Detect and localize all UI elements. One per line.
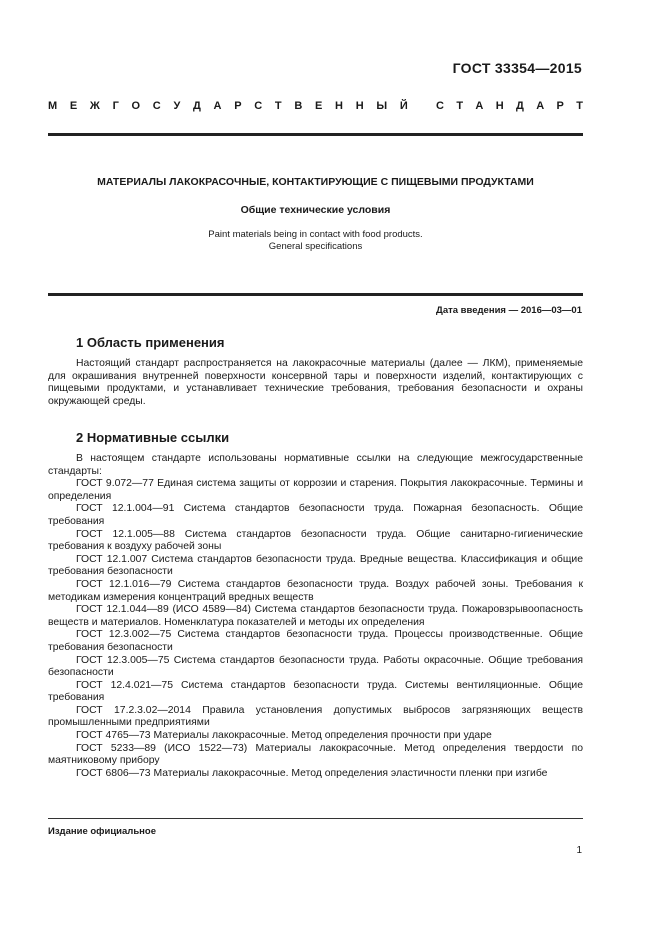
reference-item: ГОСТ 12.1.007 Система стандартов безопасности труда. Вредные вещества. Классификация и общие требования безопасности (48, 553, 583, 578)
reference-item: ГОСТ 12.3.005—75 Система стандартов безопасности труда. Работы окрасочные. Общие требования безопасности (48, 654, 583, 679)
title-divider (48, 293, 583, 296)
banner-letter: Т (576, 100, 583, 112)
gost-number: ГОСТ 33354—2015 (452, 60, 582, 76)
banner-letter: С (254, 100, 263, 112)
english-title-line: General specifications (268, 241, 363, 252)
introduction-date: Дата введения — 2016—03—01 (436, 305, 582, 316)
banner-word-standard (436, 100, 583, 112)
section-heading-scope: 1 Область применения (76, 335, 225, 350)
page-number: 1 (576, 845, 582, 856)
banner-letter: Т (274, 100, 282, 112)
banner-letter: А (213, 100, 222, 112)
banner-letter: Т (456, 100, 464, 112)
interstate-standard-banner (48, 100, 583, 112)
footer-divider (48, 818, 583, 819)
reference-item: ГОСТ 6806—73 Материалы лакокрасочные. Метод определения эластичности пленки при изгибе (76, 767, 548, 779)
banner-letter: Д (193, 100, 201, 112)
banner-letter: У (173, 100, 181, 112)
banner-letter: Р (556, 100, 564, 112)
banner-letter: Р (234, 100, 242, 112)
banner-letter: Д (516, 100, 524, 112)
banner-letter: Г (112, 100, 119, 112)
english-title-line: Paint materials being in contact with food products. (208, 229, 423, 240)
reference-item: ГОСТ 12.4.021—75 Система стандартов безопасности труда. Системы вентиляционные. Общие требования (48, 679, 583, 704)
reference-item: ГОСТ 12.1.004—91 Система стандартов безопасности труда. Пожарная безопасность. Общие требования (48, 503, 583, 527)
document-subtitle: Общие технические условия (240, 204, 391, 216)
banner-letter: М (48, 100, 58, 112)
banner-letter: Е (315, 100, 323, 112)
reference-item: ГОСТ 12.1.016—79 Система стандартов безопасности труда. Воздух рабочей зоны. Требования к методикам измерения концентраций вредных веществ (48, 578, 583, 603)
references-intro: В настоящем стандарте использованы нормативные ссылки на следующие межгосударственные стандарты: (48, 453, 583, 477)
banner-letter: Н (495, 100, 504, 112)
banner-letter: Н (355, 100, 364, 112)
banner-letter: Е (69, 100, 78, 112)
banner-letter: В (294, 100, 303, 112)
header-divider (48, 133, 583, 136)
official-edition-label: Издание официальное (48, 826, 156, 837)
banner-letter: Н (335, 100, 343, 112)
document-title: МАТЕРИАЛЫ ЛАКОКРАСОЧНЫЕ, КОНТАКТИРУЮЩИЕ С ПИЩЕВЫМИ ПРОДУКТАМИ (97, 176, 534, 188)
english-title (48, 229, 583, 253)
reference-item: ГОСТ 12.1.005—88 Система стандартов безопасности труда. Общие санитарно-гигиенические требования к воздуху рабочей зоны (48, 528, 583, 553)
reference-item: ГОСТ 17.2.3.02—2014 Правила установления допустимых выбросов загрязняющих веществ промышленными предприятиями (48, 704, 583, 729)
banner-word-interstate (48, 100, 408, 112)
reference-item: ГОСТ 4765—73 Материалы лакокрасочные. Метод определения прочности при ударе (76, 730, 492, 742)
reference-item: ГОСТ 12.3.002—75 Система стандартов безопасности труда. Процессы производственные. Общие требования безопасности (48, 629, 583, 653)
banner-letter: Й (399, 100, 408, 112)
banner-letter: А (536, 100, 545, 112)
reference-item: ГОСТ 12.1.044—89 (ИСО 4589—84) Система стандартов безопасности труда. Пожаровзрывоопасность веществ и материалов. Номенклатура показателей и методы их определения (48, 604, 583, 628)
section-scope-text (48, 358, 583, 408)
banner-letter: Ы (376, 100, 388, 112)
reference-item: ГОСТ 9.072—77 Единая система защиты от коррозии и старения. Покрытия лакокрасочные. Термины и определения (48, 478, 583, 502)
banner-letter: С (436, 100, 444, 112)
paragraph: Настоящий стандарт распространяется на лакокрасочные материалы (далее — ЛКМ), применяемые для окрашивания внутренней поверхности консервной тары и поверхности изделий, контактирующих с пищевыми продуктами, и устанавливает технические требования, требования безопасности и охраны окружающей среды. (48, 358, 583, 407)
banner-letter: С (152, 100, 161, 112)
normative-references-list (48, 453, 583, 780)
section-heading-references: 2 Нормативные ссылки (76, 430, 230, 445)
reference-item: ГОСТ 5233—89 (ИСО 1522—73) Материалы лакокрасочные. Метод определения твердости по маятниковому прибору (48, 742, 583, 767)
banner-letter: Ж (89, 100, 100, 112)
banner-letter: О (131, 100, 141, 112)
banner-letter: А (475, 100, 484, 112)
